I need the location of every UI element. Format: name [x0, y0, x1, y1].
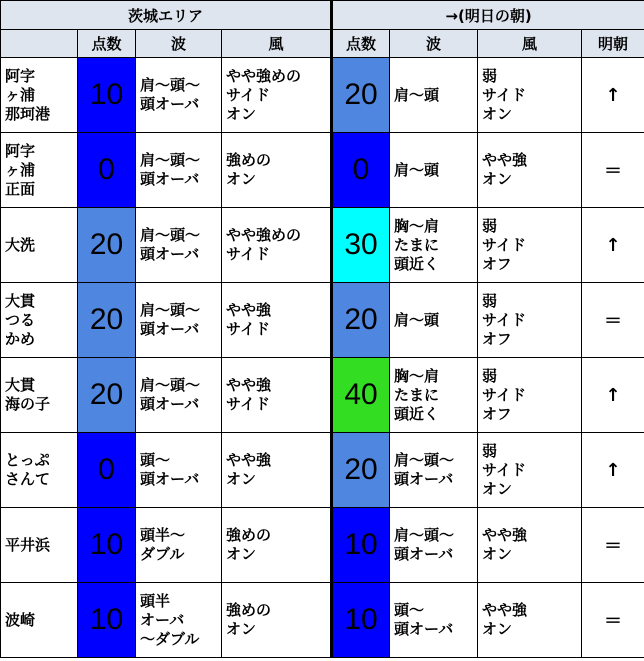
- next-wave-cell: 肩～頭: [390, 58, 478, 133]
- trend-cell: ↑: [582, 358, 644, 433]
- score-column-header: 点数: [78, 30, 136, 58]
- trend-cell: ↑: [582, 433, 644, 508]
- wave-cell: 肩～頭～ 頭オーバ: [136, 358, 222, 433]
- table-row: [1, 508, 644, 583]
- wave-cell: 肩～頭～ 頭オーバ: [136, 58, 222, 133]
- next-wave-cell: 肩～頭: [390, 133, 478, 208]
- region-header: 茨城エリア: [1, 1, 332, 30]
- spot-name: 波崎: [1, 583, 78, 658]
- next-score-cell: 20: [332, 433, 390, 508]
- wave-cell: 肩～頭～ 頭オーバ: [136, 283, 222, 358]
- wind-cell: やや強 サイド: [222, 358, 332, 433]
- trend-cell: ↑: [582, 58, 644, 133]
- next-wind-cell: やや強 オン: [478, 508, 582, 583]
- spot-name: 大貫 海の子: [1, 358, 78, 433]
- table-row: [1, 208, 644, 283]
- table-row: [1, 358, 644, 433]
- spot-name: 大貫 つる かめ: [1, 283, 78, 358]
- next-score-cell: 20: [332, 283, 390, 358]
- table-row: [1, 433, 644, 508]
- wave-cell: 頭半 オーバ ～ダブル: [136, 583, 222, 658]
- score-cell: 0: [78, 133, 136, 208]
- wave-column-header: 波: [136, 30, 222, 58]
- spot-column-header: [1, 30, 78, 58]
- wind-column-header: 風: [222, 30, 332, 58]
- wind-cell: 強めの オン: [222, 133, 332, 208]
- column-header-row: [1, 30, 644, 58]
- table-row: [1, 283, 644, 358]
- wind-cell: やや強めの サイド: [222, 208, 332, 283]
- next-score-cell: 0: [332, 133, 390, 208]
- trend-cell: ↑: [582, 208, 644, 283]
- score-cell: 20: [78, 358, 136, 433]
- table-row: [1, 58, 644, 133]
- next-wind-cell: やや強 オン: [478, 583, 582, 658]
- wind-cell: やや強めの サイド オン: [222, 58, 332, 133]
- score-cell: 10: [78, 58, 136, 133]
- next-wave-column-header: 波: [390, 30, 478, 58]
- wave-cell: 頭半～ ダブル: [136, 508, 222, 583]
- next-score-cell: 30: [332, 208, 390, 283]
- next-wind-cell: 弱 サイド オン: [478, 433, 582, 508]
- trend-cell: ＝: [582, 583, 644, 658]
- score-cell: 10: [78, 508, 136, 583]
- next-wave-cell: 頭～ 頭オーバ: [390, 583, 478, 658]
- group-header-row: [1, 1, 644, 30]
- score-cell: 10: [78, 583, 136, 658]
- next-wave-cell: 肩～頭～ 頭オーバ: [390, 508, 478, 583]
- next-wave-cell: 肩～頭: [390, 283, 478, 358]
- next-wave-cell: 胸～肩 たまに 頭近く: [390, 208, 478, 283]
- wave-cell: 肩～頭～ 頭オーバ: [136, 208, 222, 283]
- spot-name: 阿字 ヶ浦 正面: [1, 133, 78, 208]
- next-score-column-header: 点数: [332, 30, 390, 58]
- score-cell: 20: [78, 208, 136, 283]
- wind-cell: 強めの オン: [222, 508, 332, 583]
- table-row: [1, 133, 644, 208]
- trend-cell: ＝: [582, 283, 644, 358]
- trend-cell: ＝: [582, 508, 644, 583]
- spot-name: 大洗: [1, 208, 78, 283]
- next-score-cell: 40: [332, 358, 390, 433]
- spot-name: とっぷ さんて: [1, 433, 78, 508]
- table-body: [1, 58, 644, 658]
- next-wave-cell: 胸～肩 たまに 頭近く: [390, 358, 478, 433]
- spot-name: 平井浜: [1, 508, 78, 583]
- table-row: [1, 583, 644, 658]
- wind-cell: やや強 サイド: [222, 283, 332, 358]
- next-wind-cell: やや強 オン: [478, 133, 582, 208]
- wind-cell: やや強 オン: [222, 433, 332, 508]
- next-wind-cell: 弱 サイド オフ: [478, 208, 582, 283]
- next-score-cell: 10: [332, 583, 390, 658]
- next-wind-cell: 弱 サイド オフ: [478, 283, 582, 358]
- forecast-header: →(明日の朝): [332, 1, 644, 30]
- wave-cell: 頭～ 頭オーバ: [136, 433, 222, 508]
- next-wind-column-header: 風: [478, 30, 582, 58]
- next-wind-cell: 弱 サイド オフ: [478, 358, 582, 433]
- next-score-cell: 10: [332, 508, 390, 583]
- spot-name: 阿字 ヶ浦 那珂港: [1, 58, 78, 133]
- score-cell: 20: [78, 283, 136, 358]
- next-score-cell: 20: [332, 58, 390, 133]
- trend-cell: ＝: [582, 133, 644, 208]
- wind-cell: 強めの オン: [222, 583, 332, 658]
- next-wave-cell: 肩～頭～ 頭オーバ: [390, 433, 478, 508]
- next-wind-cell: 弱 サイド オン: [478, 58, 582, 133]
- trend-column-header: 明朝: [582, 30, 644, 58]
- score-cell: 0: [78, 433, 136, 508]
- wave-cell: 肩～頭～ 頭オーバ: [136, 133, 222, 208]
